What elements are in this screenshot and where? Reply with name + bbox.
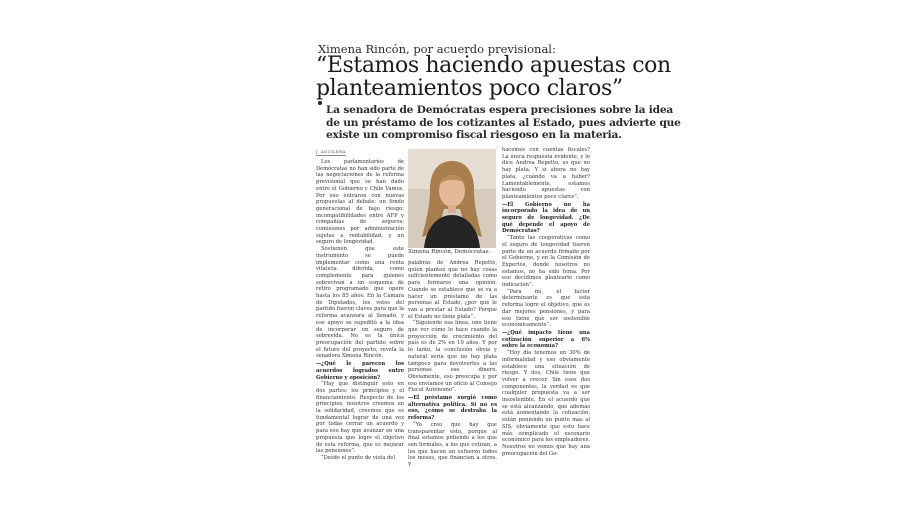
paragraph: “Para mí, el factor determinante es que esta reforma logre el objetivo, que es dar mejores pensiones, y para eso tiene que ser sostenible económicamente”. — [502, 288, 590, 329]
deck-line-1: La senadora de Demócratas espera precisiones sobre la idea — [326, 104, 674, 116]
paragraph: Sostienen que este instrumento se puede implementar como una renta vitalicia diferida, como complemento para quienes sobrevivan a un esquema de retiro programado que opere hasta los 85 años. En la Cámara de Diputados, los votos del partido fueron claves para que la reforma avanzara al Senado, y ese apoyo se supeditó a la idea de incorporar un seguro de sobrevida. No es la única preocupación del partido sobre el futuro del proyecto, revela la senadora Ximena Rincón. — [316, 246, 404, 360]
paragraph: “Hay que distinguir esto en dos partes: los principios y el financiamiento. Respecto de los principios, nosotros creemos en la solidaridad, creemos que es fundamental lograr de una vez por todas cerrar un acuerdo y para eso hay que avanzar en una propuesta que logre el objetivo de esta reforma, que es mejorar las pensiones”. — [316, 381, 404, 455]
paragraph: palabras de Andrea Repetto, quien planteó que no hay cosas suficientemente detalladas como para formarse una opinión. Cuando se establece que se va a hacer un préstamo de las personas al Estado, ¿por qué le van a prestar al Estado? Porque el Estado no tiene plata”. — [408, 260, 497, 320]
interview-question: —El préstamo surgió como alternativa política. Si no es eso, ¿cómo se destraba la reforma? — [408, 395, 497, 422]
interview-question: —El Gobierno no ha incorporado la idea de un seguro de longevidad. ¿De qué depende el apoyo de Demócratas? — [502, 201, 590, 235]
deck-bullet-icon — [318, 101, 322, 105]
article — [310, 38, 681, 469]
interview-question: —¿Qué impacto tiene una cotización superior a 6% sobre la economía? — [502, 329, 590, 350]
portrait-photo — [408, 149, 496, 248]
paragraph: “Yo creo que hay que transparentar esto, porque al final estamos pidiendo a los que son formales, a los que cotizan, a los que hacen un esfuerzo todos los meses, que financien a otros. Y — [408, 421, 497, 469]
paragraph: “Hoy día tenemos un 30% de informalidad y eso obviamente establece una situación de riesgo. Y dos, Chile tiene que volver a crecer. Sin esos dos componentes, la verdad es que cualquier propuesta va a ser insostenible. En el acuerdo que se está alcanzando, que además está aumentando la cotización, están poniendo un punto más al SIS; obviamente que esto hace más complicado el escenario económico para los empleadores. Nosotros no vemos que hay una preocupación del Go- — [502, 350, 590, 457]
paragraph: “Tanto las cooperativas como el seguro de longevidad fueron parte de un acuerdo firmado por el Gobierno, y en la Comisión de Expertos, donde nosotros no estamos, no ha sido tema. Por eso decidimos plantearlo como indicación”. — [502, 235, 590, 289]
text-column-2 — [408, 260, 497, 469]
paragraph: “Desde el punto de vista del — [321, 454, 395, 461]
article-byline: J. AGUILERA — [316, 149, 346, 154]
article-headline — [316, 53, 671, 101]
headline-line-1: “Estamos haciendo apuestas con — [316, 53, 671, 78]
deck-line-3: existe un compromiso fiscal riesgoso en la materia. — [326, 129, 622, 142]
article-deck — [326, 104, 681, 142]
text-column-1 — [316, 159, 404, 464]
paragraph: Los parlamentarios de Demócratas no han sido parte de las negociaciones de la reforma previsional que se han dado entre el Gobierno y Chile Vamos. Por eso entraron con nuevas propuestas al debate: un fondo generacional de bajo riesgo; incompatibilidades entre AFP y compañías de seguros; comisiones por administración sujetas a rentabilidad, y un seguro de longevidad. — [316, 159, 404, 246]
text-column-3 — [502, 147, 590, 465]
headline-line-2: planteamientos poco claros” — [316, 76, 623, 101]
deck-line-2: de un préstamo de los cotizantes al Estado, pues advierte que — [326, 116, 681, 129]
article-kicker: Ximena Rincón, por acuerdo previsional: — [318, 42, 556, 56]
interview-question: —¿Qué le parecen los acuerdos logrados entre Gobierno y oposición? — [316, 361, 404, 381]
paragraph: “Siguiendo esa línea, uno tiene que ver cómo lo hace cuando la proyección de crecimiento del país es de 2% en 10 años. Y por lo tanto, la conclusión obvia y natural sería que no hay plata tampoco para devolverles a las personas ese dinero. Obviamente, eso preocupa y por eso enviamos un oficio al Consejo Fiscal Autónomo”. — [408, 320, 497, 394]
paragraph: hacemos con cuentas fiscales? La única respuesta evidente, y lo dice Andrea Repetto, es que no hay plata. Y si ahora no hay plata, ¿cuándo va a haber? Lamentablemente, estamos haciendo apuestas con planteamientos poco claros”. — [502, 147, 590, 200]
photo-caption: Ximena Rincón, Demócratas. — [408, 249, 491, 255]
